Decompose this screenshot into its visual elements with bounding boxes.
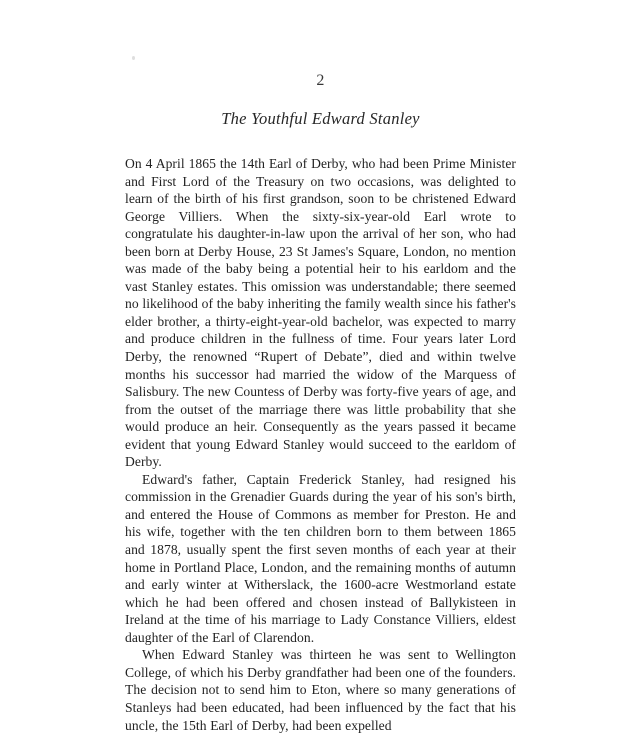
chapter-number: 2 [316, 72, 325, 89]
paragraph: Edward's father, Captain Frederick Stanley, had resigned his commission in the Grenadier Guards during the year of his son's birth, and entered the House of Commons as member for Preston. He and his wife, together with the ten children born to them between 1865 and 1878, usually spent the first seven months of each year at their home in Portland Place, London, and the remaining months of autumn and early winter at Witherslack, the 1600-acre Westmorland estate which he had been offered and chosen instead of Ballykisteen in Ireland at the time of his marriage to Lady Constance Villiers, eldest daughter of the Earl of Clarendon. [125, 471, 516, 645]
paragraph: When Edward Stanley was thirteen he was sent to Wellington College, of which his Derby grandfather had been one of the founders. The decision not to send him to Eton, where so many generations of Stanleys had been educated, had been influenced by the fact that his uncle, the 15th Earl of Derby, had been expelled [125, 647, 516, 733]
chapter-title: The Youthful Edward Stanley [221, 109, 420, 128]
paragraph: On 4 April 1865 the 14th Earl of Derby, who had been Prime Minister and First Lord of the Treasury on two occasions, was delighted to learn of the birth of his first grandson, soon to be christened Edward George Villiers. When the sixty-six-year-old Earl wrote to congratulate his daughter-in-law upon the arrival of her son, who had been born at Derby House, 23 St James's Square, London, no mention was made of the baby being a potential heir to his earldom and the vast Stanley estates. This omission was understandable; there seemed no likelihood of the baby inheriting the family wealth since his father's elder brother, a thirty-eight-year-old bachelor, was expected to marry and produce children in the fullness of time. Four years later Lord Derby, the renowned “Rupert of Debate”, died and within twelve months his successor had married the widow of the Marquess of Salisbury. The new Countess of Derby was forty-five years of age, and from the outset of the marriage there was little probability that she would produce an heir. Consequently as the years passed it became evident that young Edward Stanley would succeed to the earldom of Derby. [125, 156, 516, 470]
page-content [125, 0, 516, 734]
body-text [125, 129, 516, 734]
